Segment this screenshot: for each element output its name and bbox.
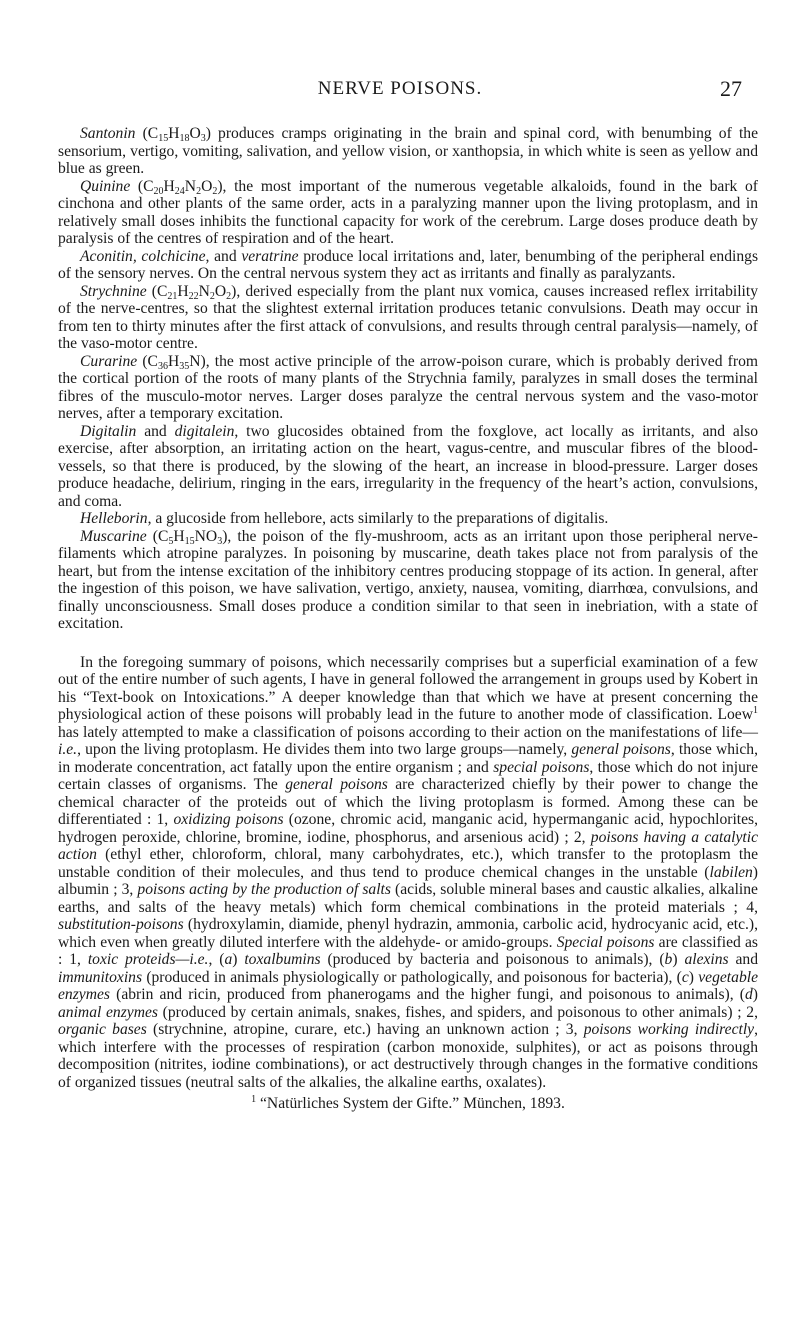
text-run: (C bbox=[135, 125, 159, 142]
formula-subscript: 3 bbox=[217, 535, 223, 547]
italic-run: Digitalin bbox=[80, 422, 137, 440]
formula-subscript: 2 bbox=[209, 290, 215, 302]
text-run: NO bbox=[194, 527, 218, 545]
text-run: are classified as : 1, bbox=[58, 933, 758, 968]
italic-run: Strychnine bbox=[80, 282, 147, 300]
footnote bbox=[58, 1095, 758, 1113]
paragraph-classification bbox=[58, 654, 758, 1092]
italic-run: general poisons bbox=[285, 776, 388, 793]
italic-run: vegetable enzymes bbox=[58, 968, 758, 1003]
paragraph-digitalin bbox=[58, 423, 758, 511]
italic-run: digitalein bbox=[174, 422, 235, 440]
italic-run: Curarine bbox=[80, 352, 138, 370]
italic-run: a bbox=[224, 951, 233, 968]
text-run: (C bbox=[146, 282, 168, 300]
running-header bbox=[0, 78, 800, 102]
text-run: H bbox=[163, 177, 175, 195]
text-run: , those which do not injure certain classes of organisms. The bbox=[58, 758, 759, 793]
italic-run: general poisons bbox=[571, 741, 671, 758]
text-run: ) albumin ; 3, bbox=[58, 863, 758, 898]
text-run: N bbox=[198, 282, 210, 300]
running-title: NERVE POISONS. bbox=[317, 78, 483, 99]
text-run: (C bbox=[130, 177, 154, 195]
paragraph-quinine bbox=[58, 178, 758, 248]
text-run: (produced in animals physiologically or pathologically, and poisonous for bacteria), ( bbox=[142, 968, 682, 986]
text-run: ) bbox=[232, 951, 245, 968]
text-run: O bbox=[214, 282, 227, 300]
body-text bbox=[58, 125, 758, 1113]
text-run: , those which, in moderate concentration, act fatally upon the entire organism ; and bbox=[58, 741, 758, 776]
italic-run: i.e. bbox=[58, 741, 78, 758]
formula-subscript: 22 bbox=[188, 290, 199, 302]
italic-run: labilen bbox=[709, 863, 753, 881]
italic-run: special poisons bbox=[493, 758, 590, 776]
formula-subscript: 3 bbox=[200, 133, 206, 144]
text-run: , which interfere with the processes of respiration (carbon monoxide, sulphites), or act as poisons through decomposition (nitrites, iodine combinations), or act destructively through changes in the formative conditions of organized tissues (neutral salts of the alkalies, the alkaline earths, oxalates). bbox=[58, 1021, 758, 1091]
page-number: 27 bbox=[720, 76, 742, 101]
footnote-marker: 1 bbox=[251, 1094, 257, 1105]
text-run: ), the poison of the fly-mushroom, acts as an irritant upon those peripheral nerve-filaments which atropine paralyzes. In poisoning by muscarine, death takes place not from paralysis of the heart, but from the intense excitation of the inhibitory centres producing stoppage of its action. In general, after the ingestion of this poison, we have salivation, vertigo, anxiety, nausea, vomiting, diarrhœa, convulsions, and finally unconsciousness. Small doses produce a condition similar to that seen in inebriation, with a state of excitation. bbox=[58, 527, 758, 632]
italic-run: oxidizing poisons bbox=[173, 811, 284, 828]
text-run: O bbox=[189, 125, 201, 142]
italic-run: poisons acting by the production of salts bbox=[137, 881, 391, 898]
italic-run: poisons having a catalytic action bbox=[58, 828, 759, 863]
italic-run: b bbox=[664, 951, 673, 968]
footnote-text: “Natürliches System der Gifte.” München, 1893. bbox=[256, 1095, 565, 1112]
footnote-reference: 1 bbox=[753, 705, 758, 716]
italic-run: d bbox=[745, 986, 753, 1003]
italic-run: Aconitin, colchicine, bbox=[80, 247, 210, 265]
text-run: ), the most important of the numerous vegetable alkaloids, found in the bark of cinchona and other plants of the same order, acts in a paralyzing manner upon the living protoplasm, and in relatively small doses inhibits the functional capacity for work of the cerebrum. Large doses produce death by paralysis of the centres of respiration and of the heart. bbox=[58, 177, 758, 247]
text-run: ) bbox=[752, 986, 758, 1003]
paragraph-strychnine bbox=[58, 283, 758, 353]
formula-subscript: 36 bbox=[157, 360, 168, 372]
text-run: H bbox=[173, 527, 185, 545]
text-run: ) bbox=[688, 968, 699, 986]
formula-subscript: 15 bbox=[158, 133, 169, 144]
text-run: , two glucosides obtained from the foxglove, act locally as irritants, and also exercise, after absorption, an irritating action on the heart, vagus-centre, and muscular fibres of the blood-vessels, so that there is produced, by the slowing of the heart, an increase in blood-pressure. Larger doses produce headache, delirium, ringing in the ears, irregularity in the frequency of the heart’s action, convulsions, and coma. bbox=[58, 422, 759, 510]
formula-subscript: 21 bbox=[167, 290, 178, 302]
italic-run: Special poisons bbox=[556, 933, 655, 951]
text-run: H bbox=[177, 282, 189, 300]
text-run: , upon the living protoplasm. He divides them into two large groups—namely, bbox=[77, 741, 572, 758]
text-run: ) bbox=[672, 951, 685, 968]
paragraph-aconitin bbox=[58, 248, 758, 283]
text-run: (ozone, chromic acid, manganic acid, hypermanganic acid, hypochlorites, hydrogen peroxide, chlorine, bromine, iodine, phosphorus, and arsenious acid) ; 2, bbox=[58, 811, 758, 846]
text-run: (produced by bacteria and poisonous to animals), ( bbox=[320, 951, 665, 968]
text-run: and bbox=[209, 247, 242, 265]
italic-run: Muscarine bbox=[80, 527, 147, 545]
text-run: (abrin and ricin, produced from phanerogams and the higher fungi, and poisonous to animals), ( bbox=[109, 986, 745, 1003]
formula-subscript: 2 bbox=[196, 185, 202, 197]
italic-run: poisons working indirectly bbox=[583, 1021, 755, 1038]
text-run: , a glucoside from hellebore, acts similarly to the preparations of digitalis. bbox=[147, 510, 609, 527]
italic-run: substitution-poisons bbox=[58, 916, 184, 933]
text-run: and bbox=[728, 951, 759, 968]
text-run: has lately attempted to make a classification of poisons according to their action on the manifestations of life— bbox=[58, 723, 758, 741]
text-run: , ( bbox=[208, 951, 225, 968]
formula-subscript: 35 bbox=[179, 360, 190, 372]
italic-run: c bbox=[681, 968, 689, 986]
formula-subscript: 2 bbox=[212, 185, 218, 197]
italic-run: toxalbumins bbox=[244, 951, 321, 968]
italic-run: alexins bbox=[684, 951, 729, 968]
formula-subscript: 18 bbox=[179, 133, 190, 144]
paragraph-helleborin bbox=[58, 510, 758, 528]
italic-run: Quinine bbox=[80, 177, 131, 195]
paragraph-muscarine bbox=[58, 528, 758, 633]
formula-subscript: 5 bbox=[168, 535, 174, 547]
section-gap bbox=[58, 633, 758, 654]
formula-subscript: 20 bbox=[153, 185, 164, 197]
text-run: (hydroxylamin, diamide, phenyl hydrazin, ammonia, carbolic acid, hydrocyanic acid, etc.), which even when greatly diluted interfere with the aldehyde- or amido-groups. bbox=[58, 916, 758, 951]
text-run: (C bbox=[137, 352, 158, 370]
text-run: (produced by certain animals, snakes, fishes, and spiders, and poisonous to other animals) ; 2, bbox=[157, 1003, 758, 1021]
text-run: H bbox=[167, 352, 180, 370]
text-run: (strychnine, atropine, curare, etc.) having an unknown action ; 3, bbox=[146, 1021, 584, 1038]
paragraph-curarine bbox=[58, 353, 758, 423]
text-run: produce local irritations and, later, benumbing of the peripheral endings of the sensory nerves. On the central nervous system they act as irritants and finally as paralyzants. bbox=[58, 247, 759, 282]
text-run: (ethyl ether, chloroform, chloral, many carbohydrates, etc.), which transfer to the protoplasm the unstable condition of their molecules, and thus tend to produce chemical changes in the unstable ( bbox=[58, 846, 758, 881]
italic-run: Santonin bbox=[80, 125, 136, 142]
formula-subscript: 24 bbox=[174, 185, 185, 197]
italic-run: immunitoxins bbox=[58, 968, 143, 986]
text-run: In the foregoing summary of poisons, which necessarily comprises but a superficial examination of a few out of the entire number of such agents, I have in general followed the arrangement in groups used by Kobert in his “Text-book on Intoxications.” A deeper knowledge than that which we have at present concerning the physiological action of these poisons will probably lead in the future to another mode of classification. Loew bbox=[58, 653, 758, 723]
text-run: ), derived especially from the plant nux vomica, causes increased reflex irritability of the nerve-centres, so that the slightest external irritation produces tetanic convulsions. Death may occur in from ten to thirty minutes after the first attack of convulsions, and results through central paralysis—namely, of the vaso-motor centre. bbox=[58, 282, 758, 352]
text-run: and bbox=[136, 422, 175, 440]
italic-run: Helleborin bbox=[80, 510, 148, 527]
text-run: (acids, soluble mineral bases and caustic alkalies, alkaline earths, and salts of the heavy metals) which form chemical combinations in the proteid materials ; 4, bbox=[58, 881, 758, 916]
text-run: are characterized chiefly by their power to change the chemical character of the proteids out of which the living protoplasm is formed. Among these can be differentiated : 1, bbox=[58, 776, 758, 828]
text-run: O bbox=[201, 177, 213, 195]
text-run: (C bbox=[146, 527, 169, 545]
formula-subscript: 15 bbox=[184, 535, 195, 547]
text-run: H bbox=[168, 125, 180, 142]
formula-subscript: 2 bbox=[226, 290, 232, 302]
paragraph-santonin bbox=[58, 125, 758, 178]
italic-run: veratrine bbox=[241, 247, 299, 265]
italic-run: toxic proteids—i.e. bbox=[87, 951, 209, 968]
italic-run: animal enzymes bbox=[58, 1003, 158, 1021]
text-run: N), the most active principle of the arrow-poison curare, which is probably derived from the cortical portion of the roots of many plants of the Strychnia family, paralyzes in small doses the terminal fibres of the musculo-motor nerves. Larger doses paralyze the central nervous system and the vaso-motor nerves, after a temporary excitation. bbox=[58, 352, 758, 422]
italic-run: organic bases bbox=[58, 1021, 147, 1038]
text-run: N bbox=[184, 177, 197, 195]
text-run: ) produces cramps originating in the brain and spinal cord, with benumbing of the sensorium, vertigo, vomiting, salivation, and yellow vision, or xanthopsia, in which white is seen as yellow and blue as green. bbox=[58, 125, 758, 177]
